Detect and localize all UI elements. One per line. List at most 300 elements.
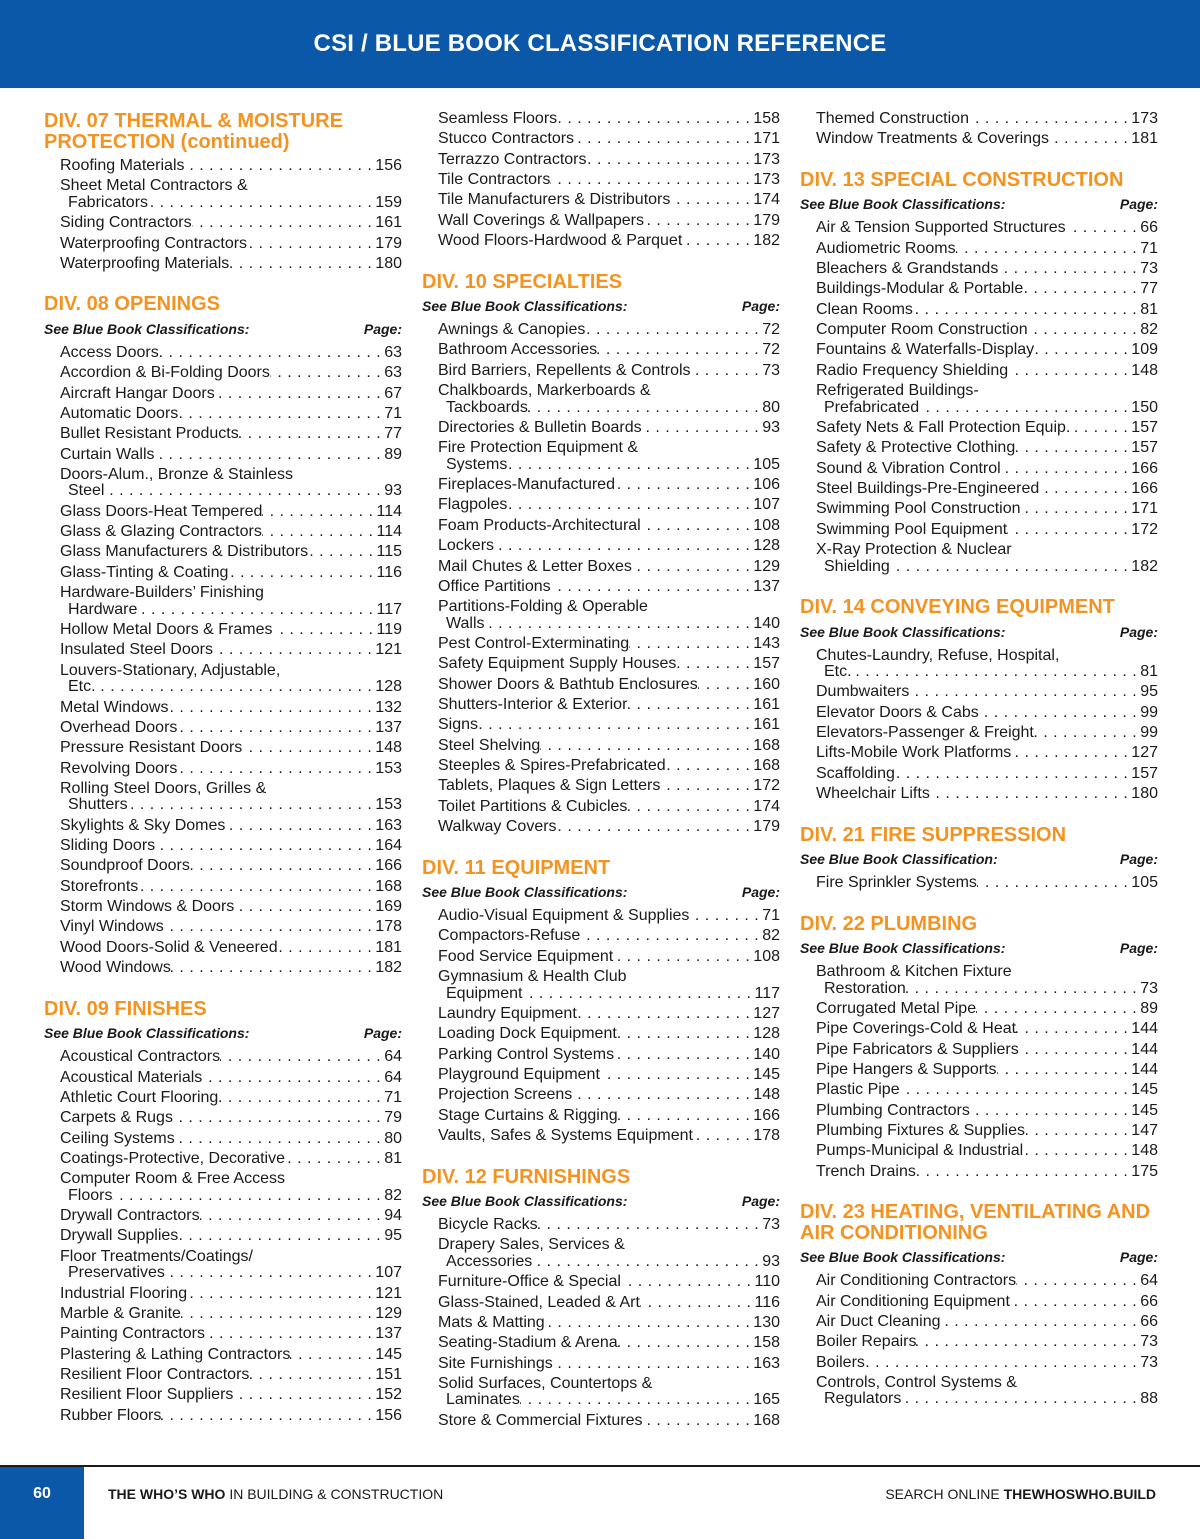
page-reference: 130 [753,1313,780,1331]
page-column-label: Page: [1119,1249,1158,1266]
classification-entry [816,684,1158,701]
page-reference: 173 [753,171,780,189]
classification-name: Radio Frequency Shielding [816,361,1009,379]
entry-row [438,1128,780,1145]
classification-entry [816,766,1158,783]
classification-name: Waterproofing Materials [60,254,230,272]
dot-leader [900,1082,1132,1099]
entry-row [438,213,780,230]
classification-name: Storm Windows & Doors [60,898,235,916]
classification-entry [438,656,780,673]
column-3 [800,111,1158,1430]
page-reference: 140 [753,1045,780,1063]
division-heading: DIV. 23 HEATING, VENTILATING AND AIR CONDITIONING [800,1201,1151,1244]
page-reference: 63 [384,364,402,382]
classification-list [422,111,780,250]
page-reference: 168 [753,1411,780,1429]
dot-leader [557,819,754,836]
page-reference: 163 [375,816,402,834]
classification-entry [438,1128,780,1145]
division-section [44,294,402,976]
classification-name: Audiometric Rooms [816,239,956,257]
classification-entry [438,928,780,945]
entry-row [60,1090,402,1107]
page-reference: 145 [1131,1101,1158,1119]
page-reference: 137 [753,577,780,595]
classification-name: Air & Tension Supported Structures [816,219,1066,237]
classification-name: Tile Contractors [438,171,551,189]
page-reference: 117 [754,984,780,1002]
classification-entry [438,1356,780,1373]
entry-row [438,1047,780,1064]
page-reference: 89 [384,445,402,463]
classification-name: Elevator Doors & Cabs [816,703,979,721]
classification-entry [816,1334,1158,1351]
page-reference: 71 [384,1088,402,1106]
page-reference: 158 [753,110,780,127]
classification-name: Wall Coverings & Wallpapers [438,211,644,229]
entry-row [60,1131,402,1148]
classification-entry [60,663,402,696]
entry-row [60,504,402,521]
dot-leader [1028,322,1141,339]
classification-entry [438,1217,780,1234]
classification-name: Controls, Control Systems & [816,1373,1017,1391]
entry-row [60,679,402,696]
dot-leader [285,1151,384,1168]
entry-row [60,602,402,619]
classification-entry [816,648,1158,681]
classification-name: Coatings-Protective, Decorative [60,1149,285,1167]
page-reference: 72 [762,341,780,359]
classification-entry [816,1143,1158,1160]
entry-row [438,778,780,795]
classification-name-continued: Fabricators [68,193,149,211]
classification-name: Ceiling Systems [60,1129,175,1147]
classification-name: Parking Control Systems [438,1045,615,1063]
search-site-link[interactable]: THEWHOSWHO.BUILD [1003,1486,1156,1502]
classification-name: Plastering & Lathing Contractors [60,1345,291,1363]
classification-entry [438,738,780,755]
dot-leader [1023,281,1140,298]
dot-leader [970,1103,1131,1120]
entry-row [438,192,780,209]
dot-leader [865,1355,1140,1372]
classification-name: Compactors-Refuse [438,927,581,945]
classification-entry [438,1295,780,1312]
page-reference: 79 [384,1109,402,1127]
classification-entry [60,345,402,362]
classification-name: Soundproof Doors [60,857,190,875]
division-heading: DIV. 10 SPECIALTIES [422,270,623,293]
classification-name-continued: Shielding [824,557,890,575]
classification-name: Solid Surfaces, Countertops & [438,1374,653,1392]
dot-leader [977,875,1131,892]
entry-row [60,797,402,814]
dot-leader [507,457,753,474]
dot-leader [175,1131,385,1148]
classification-name-continued: Steel [68,482,105,500]
classification-entry [60,365,402,382]
classification-entry [438,1376,780,1409]
dot-leader [178,1228,384,1245]
dot-leader [138,879,375,896]
entry-row [438,616,780,633]
entry-row [438,1026,780,1043]
page-reference: 158 [753,1334,780,1352]
page-reference: 114 [376,523,402,541]
entry-row [816,461,1158,478]
page-reference: 180 [375,254,402,272]
classification-entry [816,383,1158,416]
dot-leader [242,740,375,757]
page-reference: 73 [1140,1353,1158,1371]
classification-name: Computer Room Construction [816,321,1028,339]
classification-entry [60,740,402,757]
dot-leader [173,1110,384,1127]
classification-name: Steel Buildings-Pre-Engineered [816,479,1040,497]
entry-row [816,1391,1158,1408]
classification-list [800,220,1158,575]
dot-leader [1011,745,1131,762]
classification-name: Partitions-Folding & Operable [438,598,648,616]
page-reference: 157 [753,655,780,673]
classification-name: Elevators-Passenger & Freight [816,724,1034,742]
classification-name: Insulated Steel Doors [60,641,213,659]
dot-leader [1034,725,1140,742]
column-2 [422,111,780,1451]
page-reference: 95 [1140,683,1158,701]
classification-name: Scaffolding [816,764,895,782]
dot-leader [520,1392,753,1409]
dot-leader [969,111,1131,128]
page-reference: 161 [375,214,402,232]
classification-entry [60,386,402,403]
dot-leader [660,778,753,795]
entry-row [60,940,402,957]
classification-name-continued: Regulators [824,1390,902,1408]
classification-name: Gymnasium & Health Club [438,968,627,986]
entry-row [816,1294,1158,1311]
classification-name: Projection Screens [438,1086,573,1104]
page-reference: 166 [1131,479,1158,497]
classification-name: Pumps-Municipal & Industrial [816,1142,1024,1160]
entry-row [60,642,402,659]
entry-row [816,875,1158,892]
classification-name: Glass-Tinting & Coating [60,563,229,581]
classification-entry [816,322,1158,339]
classification-name: Skylights & Sky Domes [60,816,226,834]
dot-leader [181,1306,375,1323]
classification-entry [60,504,402,521]
classification-name: Glass-Stained, Leaded & Art [438,1293,640,1311]
dot-leader [577,1006,754,1023]
dot-leader [159,345,385,362]
entry-row [816,322,1158,339]
classification-entry [60,700,402,717]
dot-leader [997,1062,1132,1079]
entry-row [816,684,1158,701]
entry-row [816,766,1158,783]
classification-name: Themed Construction [816,110,969,127]
classification-name-continued: Preservatives [68,1264,165,1282]
dot-leader [916,1164,1131,1181]
classification-entry [60,1070,402,1087]
page-column-label: Page: [363,1025,402,1042]
publication-name-bold: THE WHO’S WHO [108,1486,226,1502]
dot-leader [270,365,384,382]
classification-entry [438,1237,780,1270]
division-heading: DIV. 12 FURNISHINGS [422,1165,631,1188]
classification-name: Sound & Vibration Control [816,459,1001,477]
dot-leader [478,717,753,734]
page-reference: 105 [1131,874,1158,892]
classification-name: Sliding Doors [60,837,156,855]
classification-entry [60,1090,402,1107]
dot-leader [249,1367,375,1384]
classification-entry [816,1123,1158,1140]
dot-leader [557,111,753,128]
search-online [885,1486,1156,1502]
page-reference: 94 [384,1207,402,1225]
classification-name: Lifts-Mobile Work Platforms [816,744,1012,762]
page-reference: 165 [753,1391,780,1409]
dot-leader [913,302,1140,319]
classification-name: Food Service Equipment [438,947,614,965]
entry-row [438,636,780,653]
page-reference: 129 [375,1304,402,1322]
dot-leader [698,677,754,694]
entry-row [816,664,1158,681]
classification-entry [438,1026,780,1043]
classification-entry [438,1067,780,1084]
classification-name: Pressure Resistant Doors [60,739,243,757]
classification-entry [438,1087,780,1104]
entry-row [438,949,780,966]
entry-row [816,420,1158,437]
page-reference: 145 [375,1345,402,1363]
classification-name: Pipe Hangers & Supports [816,1060,997,1078]
page-reference: 89 [1140,999,1158,1017]
classification-list [422,322,780,836]
entry-row [438,1087,780,1104]
classification-list [800,875,1158,892]
classification-entry [60,426,402,443]
page-reference: 145 [753,1066,780,1084]
entry-row [816,745,1158,762]
page-column-label: Page: [1119,940,1158,957]
classification-name: Acoustical Materials [60,1068,203,1086]
page-reference: 144 [1131,1040,1158,1058]
page-reference: 153 [375,796,402,814]
search-label: SEARCH ONLINE [885,1486,1004,1502]
classification-entry [60,781,402,814]
classification-entry [60,761,402,778]
classification-entry [816,875,1158,892]
classification-name: Tile Manufacturers & Distributors [438,191,671,209]
classification-entry [60,215,402,232]
entry-row [60,720,402,737]
entry-row [816,1355,1158,1372]
classification-entry [438,1335,780,1352]
classification-name: Mats & Matting [438,1313,545,1331]
page-reference: 99 [1140,724,1158,742]
classification-name: Athletic Court Flooring [60,1088,219,1106]
footer-rule [0,1465,1200,1467]
classification-name: Plumbing Contractors [816,1101,970,1119]
entry-row [438,363,780,380]
classification-name: Terrazzo Contractors [438,150,587,168]
dot-leader [1001,461,1132,478]
dot-leader [545,1315,754,1332]
classification-list [800,964,1158,1180]
classification-list [422,908,780,1144]
dot-leader [629,636,753,653]
entry-row [438,477,780,494]
entry-row [438,656,780,673]
classification-entry [438,213,780,230]
entry-row [438,717,780,734]
entry-row [60,386,402,403]
entry-row [816,1001,1158,1018]
dot-leader [485,616,754,633]
page-reference: 163 [753,1354,780,1372]
classification-name: Safety Nets & Fall Protection Equip. [816,418,1071,436]
classification-name: Pipe Fabricators & Suppliers [816,1040,1019,1058]
classification-subheader [800,940,1158,957]
classification-name: Air Conditioning Contractors [816,1272,1017,1290]
dot-leader [165,1265,375,1282]
classification-name: Storefronts [60,877,139,895]
classification-entry [816,786,1158,803]
classification-entry [438,322,780,339]
page-reference: 182 [1131,557,1158,575]
page-reference: 66 [1140,1312,1158,1330]
classification-entry [60,919,402,936]
classification-name: Walkway Covers [438,818,557,836]
classification-entry [438,758,780,775]
classification-name: Wood Windows [60,959,171,977]
classification-entry [60,940,402,957]
classification-name: Audio-Visual Equipment & Supplies [438,907,690,925]
classification-name: Painting Contractors [60,1325,205,1343]
entry-row [60,838,402,855]
page-reference: 169 [375,898,402,916]
page-reference: 157 [1131,418,1158,436]
classification-name: Doors-Alum., Bronze & Stainless [60,465,293,483]
dot-leader [979,705,1140,722]
classification-entry [816,745,1158,762]
classification-list [800,111,1158,148]
page-reference: 157 [1131,764,1158,782]
classification-name: Steeples & Spires-Prefabricated [438,757,666,775]
entry-row [438,1295,780,1312]
classification-name: Boilers [816,1353,865,1371]
division-section [422,1167,780,1430]
classification-entry [816,1294,1158,1311]
classification-name: Bird Barriers, Repellents & Controls [438,361,691,379]
classification-name: Glass Doors-Heat Tempered [60,502,263,520]
classification-entry [816,542,1158,575]
dot-leader [187,1286,375,1303]
dot-leader [532,1254,762,1271]
dot-leader [580,928,762,945]
entry-row [438,1108,780,1125]
classification-entry [816,281,1158,298]
page-reference: 147 [1131,1121,1158,1139]
classification-name: Shower Doors & Bathtub Enclosures [438,675,698,693]
dot-leader [229,256,375,273]
page-reference: 119 [376,621,402,638]
dot-leader [228,565,376,582]
classification-entry [816,1062,1158,1079]
classification-entry [438,1413,780,1430]
dot-leader [128,797,376,814]
dot-leader [278,940,376,957]
classification-name: Bathroom & Kitchen Fixture [816,963,1012,981]
classification-entry [816,1021,1158,1038]
classification-name: Access Doors [60,343,159,361]
classification-name: Revolving Doors [60,759,178,777]
page-reference: 168 [753,736,780,754]
classification-name: Floor Treatments/Coatings/ [60,1247,253,1265]
dot-leader [205,1326,375,1343]
entry-row [816,501,1158,518]
classification-name: Hardware-Builders’ Finishing [60,584,264,602]
page-reference: 145 [1131,1081,1158,1099]
classification-name: Siding Contractors [60,214,192,232]
classification-entry [816,725,1158,742]
classification-entry [438,1274,780,1291]
entry-row [816,1143,1158,1160]
page-reference: 93 [762,418,780,436]
dot-leader [632,559,753,576]
entry-row [438,1392,780,1409]
classification-name: Waterproofing Contractors [60,234,248,252]
page-reference: 144 [1131,1060,1158,1078]
classification-name: Laundry Equipment [438,1005,577,1022]
classification-name: Rubber Floors [60,1406,162,1424]
page-reference: 157 [1131,439,1158,457]
entry-row [60,1367,402,1384]
division-section [44,999,402,1425]
classification-name-continued: Shutters [68,796,128,814]
entry-row [816,1123,1158,1140]
dot-leader [621,1274,755,1291]
classification-entry [60,1367,402,1384]
entry-row [816,1273,1158,1290]
entry-row [438,342,780,359]
entry-row [60,1387,402,1404]
page-reference: 67 [384,384,402,402]
classification-entry [438,819,780,836]
classification-name: Air Duct Cleaning [816,1312,941,1330]
page-reference: 172 [753,777,780,795]
classification-entry [438,233,780,250]
entry-row [816,1103,1158,1120]
entry-row [438,1413,780,1430]
entry-row [438,677,780,694]
dot-leader [1010,1294,1140,1311]
entry-row [438,908,780,925]
classification-name: Swimming Pool Equipment [816,520,1008,538]
dot-leader [666,758,754,775]
entry-row [60,215,402,232]
page-reference: 116 [376,563,402,581]
classification-name: Drywall Supplies [60,1227,179,1245]
see-classifications-label: See Blue Book Classification: [800,851,998,868]
classification-entry [60,1286,402,1303]
